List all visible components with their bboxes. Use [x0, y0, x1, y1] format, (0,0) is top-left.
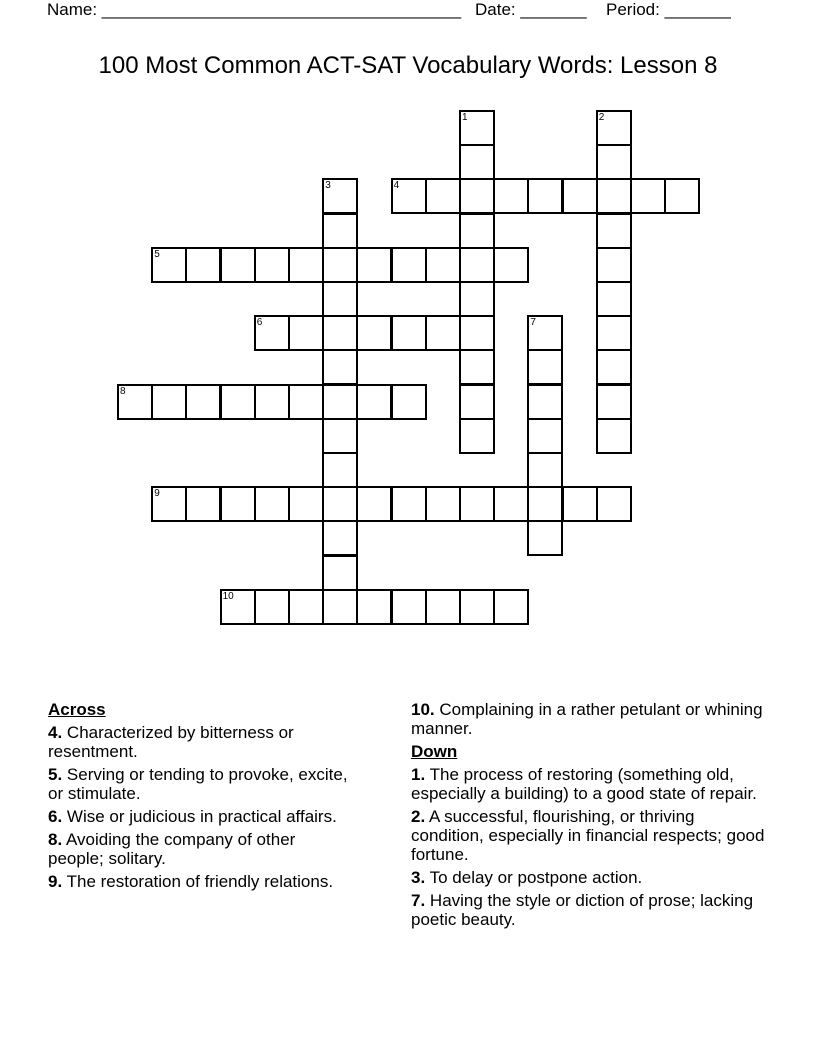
down-clue [411, 807, 771, 864]
crossword-cell[interactable] [493, 589, 529, 625]
crossword-cell[interactable] [596, 213, 632, 249]
clue-text: Avoiding the company of other people; solitary. [48, 830, 296, 868]
crossword-cell[interactable] [254, 315, 290, 351]
crossword-cell[interactable] [322, 213, 358, 249]
clue-number: 9. [48, 872, 63, 891]
crossword-cell[interactable] [425, 589, 461, 625]
crossword-cell[interactable] [322, 281, 358, 317]
crossword-cell[interactable] [117, 384, 153, 420]
crossword-cell[interactable] [493, 486, 529, 522]
crossword-cell[interactable] [288, 315, 324, 351]
clue-number-label: 10 [222, 590, 234, 602]
clue-number: 1. [411, 765, 426, 784]
crossword-cell[interactable] [356, 486, 392, 522]
crossword-cell[interactable] [288, 589, 324, 625]
crossword-cell[interactable] [185, 486, 221, 522]
crossword-cell[interactable] [596, 178, 632, 214]
crossword-cell[interactable] [425, 486, 461, 522]
crossword-cell[interactable] [220, 486, 256, 522]
across-clue [48, 830, 348, 868]
crossword-cell[interactable] [356, 247, 392, 283]
crossword-cell[interactable] [322, 418, 358, 454]
clue-number: 5. [48, 765, 63, 784]
clue-text: To delay or postpone action. [425, 868, 643, 887]
crossword-cell[interactable] [254, 589, 290, 625]
crossword-cell[interactable] [596, 110, 632, 146]
clue-number: 8. [48, 830, 63, 849]
crossword-cell[interactable] [527, 384, 563, 420]
clue-number-label: 1 [462, 112, 468, 123]
crossword-cell[interactable] [322, 520, 358, 556]
page-title: 100 Most Common ACT-SAT Vocabulary Words: Lesson 8 [98, 52, 718, 79]
crossword-cell[interactable] [459, 110, 495, 146]
clue-number-label: 7 [530, 317, 536, 329]
crossword-cell[interactable] [596, 486, 632, 522]
crossword-cell[interactable] [185, 384, 221, 420]
crossword-cell[interactable] [527, 452, 563, 488]
crossword-cell[interactable] [459, 349, 495, 385]
crossword-cell[interactable] [562, 178, 598, 214]
crossword-cell[interactable] [527, 315, 563, 351]
across-clue [48, 807, 348, 826]
crossword-cell[interactable] [322, 384, 358, 420]
crossword-cell[interactable] [322, 589, 358, 625]
across-clue [411, 700, 771, 738]
clue-number: 7. [411, 891, 426, 910]
clue-number-label: 6 [256, 317, 263, 329]
clue-number-label: 2 [598, 112, 605, 123]
clues-right-column [411, 700, 771, 933]
crossword-cell[interactable] [322, 452, 358, 488]
crossword-cell[interactable] [596, 144, 632, 180]
clue-text: Having the style or diction of prose; lacking poetic beauty. [411, 891, 754, 929]
down-heading: Down [411, 742, 458, 761]
crossword-cell[interactable] [391, 178, 427, 214]
crossword-cell[interactable] [151, 384, 187, 420]
crossword-cell[interactable] [527, 349, 563, 385]
crossword-cell[interactable] [288, 384, 324, 420]
crossword-cell[interactable] [391, 315, 427, 351]
crossword-cell[interactable] [288, 486, 324, 522]
clue-text: Serving or tending to provoke, excite, or stimulate. [48, 765, 348, 803]
clue-text: The process of restoring (something old, especially a building) to a good state of repair. [411, 765, 757, 803]
crossword-cell[interactable] [459, 144, 495, 180]
clue-number-label: 9 [154, 488, 160, 500]
crossword-cell[interactable] [425, 178, 461, 214]
crossword-cell[interactable] [356, 589, 392, 625]
clue-number: 6. [48, 807, 63, 826]
crossword-cell[interactable] [288, 247, 324, 283]
crossword-cell[interactable] [459, 315, 495, 351]
crossword-cell[interactable] [459, 281, 495, 317]
crossword-cell[interactable] [664, 178, 700, 214]
crossword-cell[interactable] [527, 486, 563, 522]
crossword-cell[interactable] [425, 315, 461, 351]
clue-number: 2. [411, 807, 426, 826]
crossword-cell[interactable] [527, 178, 563, 214]
crossword-cell[interactable] [596, 247, 632, 283]
crossword-cell[interactable] [425, 247, 461, 283]
crossword-cell[interactable] [356, 315, 392, 351]
crossword-cell[interactable] [356, 384, 392, 420]
crossword-cell[interactable] [322, 247, 358, 283]
clue-number: 10. [411, 700, 435, 719]
crossword-cell[interactable] [596, 349, 632, 385]
clue-text: Wise or judicious in practical affairs. [62, 807, 337, 826]
date-field-label[interactable]: Date: _______ [475, 0, 587, 19]
crossword-cell[interactable] [459, 384, 495, 420]
crossword-cell[interactable] [391, 384, 427, 420]
crossword-cell[interactable] [459, 178, 495, 214]
crossword-cell[interactable] [493, 247, 529, 283]
period-field-label[interactable]: Period: _______ [606, 0, 731, 19]
clue-number-label: 3 [325, 180, 331, 192]
crossword-cell[interactable] [322, 349, 358, 385]
crossword-cell[interactable] [322, 315, 358, 351]
clue-text: Characterized by bitterness or resentment. [48, 723, 294, 761]
clue-text: Complaining in a rather petulant or whining manner. [411, 700, 763, 738]
crossword-cell[interactable] [220, 589, 256, 625]
across-clue [48, 872, 348, 891]
crossword-cell[interactable] [391, 589, 427, 625]
crossword-cell[interactable] [596, 315, 632, 351]
clue-text: A successful, flourishing, or thriving condition, especially in financial respects; good fortune. [411, 807, 765, 864]
crossword-cell[interactable] [151, 247, 187, 283]
crossword-cell[interactable] [459, 247, 495, 283]
clue-text: The restoration of friendly relations. [62, 872, 334, 891]
crossword-cell[interactable] [151, 486, 187, 522]
clue-number-label: 5 [154, 248, 160, 260]
crossword-cell[interactable] [493, 178, 529, 214]
crossword-cell[interactable] [254, 384, 290, 420]
crossword-cell[interactable] [562, 486, 598, 522]
crossword-cell[interactable] [220, 247, 256, 283]
crossword-cell[interactable] [322, 555, 358, 591]
across-clue [48, 765, 348, 803]
crossword-cell[interactable] [254, 247, 290, 283]
crossword-cell[interactable] [527, 418, 563, 454]
crossword-cell[interactable] [391, 486, 427, 522]
crossword-cell[interactable] [596, 384, 632, 420]
crossword-cell[interactable] [459, 486, 495, 522]
crossword-cell[interactable] [596, 281, 632, 317]
crossword-cell[interactable] [254, 486, 290, 522]
clue-number-label: 4 [393, 180, 400, 192]
clue-number: 4. [48, 723, 63, 742]
crossword-cell[interactable] [391, 247, 427, 283]
clue-number-label: 8 [120, 385, 126, 397]
down-clue [411, 868, 771, 887]
name-field-label[interactable]: Name: ______________________________________ [47, 0, 462, 19]
crossword-cell[interactable] [596, 418, 632, 454]
across-heading: Across [48, 700, 106, 719]
across-clue [48, 723, 348, 761]
crossword-cell[interactable] [322, 178, 358, 214]
down-clue [411, 765, 771, 803]
crossword-cell[interactable] [459, 418, 495, 454]
clue-number: 3. [411, 868, 426, 887]
crossword-cell[interactable] [185, 247, 221, 283]
crossword-cell[interactable] [220, 384, 256, 420]
down-clue [411, 891, 771, 929]
crossword-cell[interactable] [322, 486, 358, 522]
crossword-cell[interactable] [459, 589, 495, 625]
clues-left-column [48, 700, 348, 895]
crossword-cell[interactable] [527, 520, 563, 556]
crossword-cell[interactable] [459, 213, 495, 249]
crossword-cell[interactable] [630, 178, 666, 214]
